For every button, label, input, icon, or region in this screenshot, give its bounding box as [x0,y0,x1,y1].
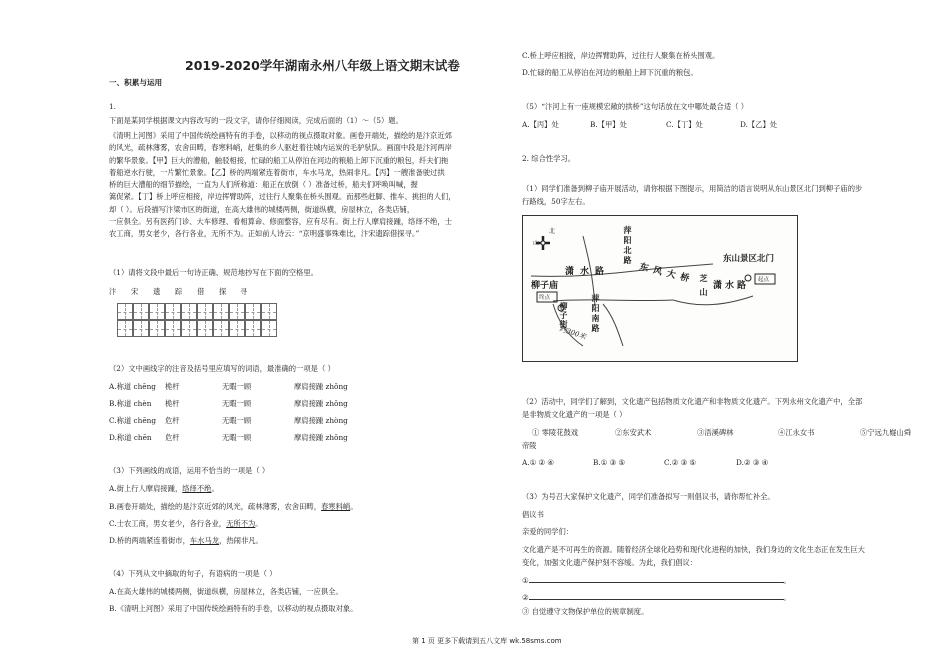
passage [109,130,456,241]
copy-char: 遗 [153,287,161,296]
sub5-option-c: C.【丁】处 [666,120,703,129]
letter-body: 变化，加强文化遗产保护刻不容缓。为此，我们倡议： [522,558,698,567]
copy-char: 寻 [240,287,248,296]
section-heading: 一、积累与运用 [109,78,163,87]
sub4-option-a: A.在高大雄伟的城楼两侧，街道纵横，房屋林立，各类店铺，一应俱全。 [109,587,343,596]
option-b-col2: 桅杆 [165,399,180,408]
blank-line-2[interactable]: ② 。 [522,593,791,602]
letter-title: 倡议书 [522,510,544,519]
option-c-col4: 摩肩接踵 zhòng [294,416,348,425]
copy-char: 探 [219,287,227,296]
q2-sub3: （3）为号召大家保护文化遗产，同学们准备拟写一则倡议书，请你帮忙补全。 [522,492,775,501]
sub4-option-d: D.忙碌的船工从停泊在河边的粮船上卸下沉重的粮包。 [522,68,698,77]
sub-question-3: （3）下列画线的成语，运用不恰当的一项是（ ） [109,466,270,475]
sub-question-4: （4）下列从文中摘取的句子，有语病的一项是（ ） [109,569,277,578]
option-d-col4: 摩肩接踵 zhǒng [294,433,348,442]
sub-question-5: （5）“汴河上有一座规模宏敞的拱桥”这句话放在文中哪处最合适（ ） [522,102,749,111]
map-label-road-pingyang-n: 萍阳北路 [623,226,633,266]
passage-line: 《清明上河图》采用了中国传统绘画特有的手卷，以移动的视点摄取对象。画卷开端处，描绘的是汴京近郊 [109,131,452,140]
sub-question-1: （1）请将文段中最后一句诗正确、规范地抄写在下面的空格里。 [109,268,318,277]
passage-line: 桥的巨大漕船的细节描绘，一直为人们所称道：船正在放倒（ ）准备过桥，船夫们呼唤叫喊，握 [109,180,418,190]
option-d-col2: 危杆 [165,433,180,442]
route-map-drawing [523,216,797,361]
sub3-option-b: B.画卷开端处，描绘的是汴京近郊的风光，疏林薄雾，农舍田畴，春寒料峭。 [109,502,358,511]
map-label-road-liuzijie: 柳子街 [559,302,569,329]
q2-item: ⑤宁远九嶷山舜 [860,428,912,437]
sub5-option-b: B.【甲】处 [590,120,627,129]
map-label-end: 终点 [539,295,551,301]
sub-question-2: （2）文中画线字的注音及括号里应填写的词语，最准确的一项是（ ） [109,364,335,373]
q2-sub1-line: （1）同学们准备到柳子庙开展活动，请你根据下图提示，用简洁的语言说明从东山景区北门到柳子庙的步 [522,184,863,193]
question-number: 1. [109,102,116,111]
q2-option-a: A.① ② ④ [522,458,554,467]
q2-item: ① 零陵花鼓戏 [532,428,579,437]
option-c-col1: C.称道 chēng [109,416,157,425]
option-b-col3: 无暇一顾 [222,399,252,408]
q2-item-tail: 帝陵 [522,441,537,450]
option-a-col1: A.称道 chēng [109,382,156,391]
page-footer: 第 1 页 更多下载请到五八文库 wk.58sms.com [412,637,562,645]
sub4-option-c: C.桥上呼应相接，岸边挥臂助阵，过往行人聚集在桥头围观。 [522,51,720,60]
passage-line: 农工商，男女老少，各行各业，无所不为。正如前人诗云：“京明盛事殊难比，汴宋遗踪借探寻。” [109,229,420,239]
map-label-start: 起点 [758,277,770,283]
copy-char: 踪 [175,287,183,296]
passage-line: 的风光，疏林薄雾，农舍田畴，春寒料峭，赶集的乡人驱赶着往城内运炭的毛驴驮队。画面中段是汴河两岸 [109,143,452,153]
copy-char: 宋 [131,287,139,296]
map-label-mountain: 山 [533,240,540,247]
map-label-chi: 芝山 [699,274,709,302]
option-b-col1: B.称道 chèn [109,399,152,408]
page-title: 2019-2020学年湖南永州八年级上语文期末试卷 [185,58,460,73]
q2-item: ②东安武术 [615,428,652,437]
copy-char: 汴 [109,287,117,296]
letter-item-3: ③ 自觉遵守文物保护单位的规章制度。 [522,607,649,616]
option-a-col2: 桅杆 [165,382,180,391]
sub3-option-a: A.街上行人摩肩接踵，络绎不绝。 [109,484,219,493]
sub5-option-a: A.【丙】处 [522,120,559,129]
letter-greeting: 亲爱的同学们： [522,527,574,536]
blank-line-1[interactable]: ① 。 [522,576,791,585]
q2-item: ④江永女书 [778,428,815,437]
map-label-road-xiaoshui: 潇水路 [565,267,611,277]
option-d-col3: 无暇一顾 [222,433,252,442]
question-number: 2. 综合性学习。 [522,154,576,163]
sub5-option-d: D.【乙】处 [740,120,778,129]
q2-sub1-line: 行路线，50字左右。 [522,197,590,206]
option-d-col1: D.称道 chēn [109,433,152,442]
option-a-col3: 无暇一顾 [222,382,252,391]
map-label-road-xiaoshui-2: 潇水路 [713,281,750,291]
option-b-col4: 摩肩接踵 zhǒng [294,399,348,408]
passage-line: 篙促紧。【丁】桥上呼应相接，岸边挥臂助阵，过往行人聚集在桥头围观。而那些赶脚、推车、挑担的人们， [109,192,456,202]
map-label-road-pingyang-s: 萍阳南路 [591,294,601,334]
q2-sub2-line: （2）活动中，同学们了解到，文化遗产包括物质文化遗产和非物质文化遗产。下列永州文化遗产中，全部 [522,397,863,406]
option-c-col3: 无暇一顾 [222,416,252,425]
passage-line: 却（ ）。后段描写汴梁市区的街道，在高大雄伟的城楼两侧，街道纵横，房屋林立，各类店铺， [109,204,415,214]
map-label-liuzimiao: 柳子庙 [531,281,559,291]
q2-option-c: C.② ③ ⑤ [664,458,696,467]
map-label-road-dongfeng: 东风大桥 [638,262,696,286]
option-a-col4: 摩肩接踵 zhǒng [294,382,348,391]
sub3-option-d: D.桥的两端紧连着街市，车水马龙，热闹非凡。 [109,536,263,545]
q2-sub2-line: 是非物质文化遗产的一项是（ ） [522,410,627,419]
q2-item: ③浯溪碑林 [697,428,734,437]
question-intro: 下面是某同学根据课文内容改写的一段文字，请你仔细阅读，完成后面的（1）～（5）题。 [109,116,403,125]
sub4-option-b: B.《清明上河图》采用了中国传统绘画特有的手卷，以移动的视点摄取对象。 [109,604,358,613]
map-label-distance: 约300米 [558,324,587,342]
option-c-col2: 危杆 [165,416,180,425]
passage-line: 的繁华景象。【甲】巨大的漕船，触驳相接，忙碌的船工从停泊在河边的粮船上卸下沉重的粮包，纤夫们拖 [109,155,449,165]
map-label-north: 北 [549,228,556,235]
passage-line: 着船逆水行驶，一片繁忙景象。【乙】桥的两端紧连着街市，车水马龙，热闹非凡。【丙】一艘准备驶过拱 [109,167,445,177]
letter-body: 文化遗产是不可再生的资源。随着经济全球化趋势和现代化进程的加快，我们身边的文化生态正在发生巨大 [522,545,865,554]
map-label-dongshan: 东山景区北门 [723,254,775,264]
passage-line: 一应俱全。另有医药门诊、大车修理、看相算命、修面整容，应有尽有。街上行人摩肩接踵，络绎不绝，士 [109,217,452,227]
q2-option-b: B.① ③ ⑤ [593,458,625,467]
q2-option-d: D.② ③ ④ [736,458,769,467]
copy-char: 借 [197,287,205,296]
sub3-option-c: C.士农工商，男女老少，各行各业，无所不为。 [109,519,263,528]
route-map [522,215,798,362]
